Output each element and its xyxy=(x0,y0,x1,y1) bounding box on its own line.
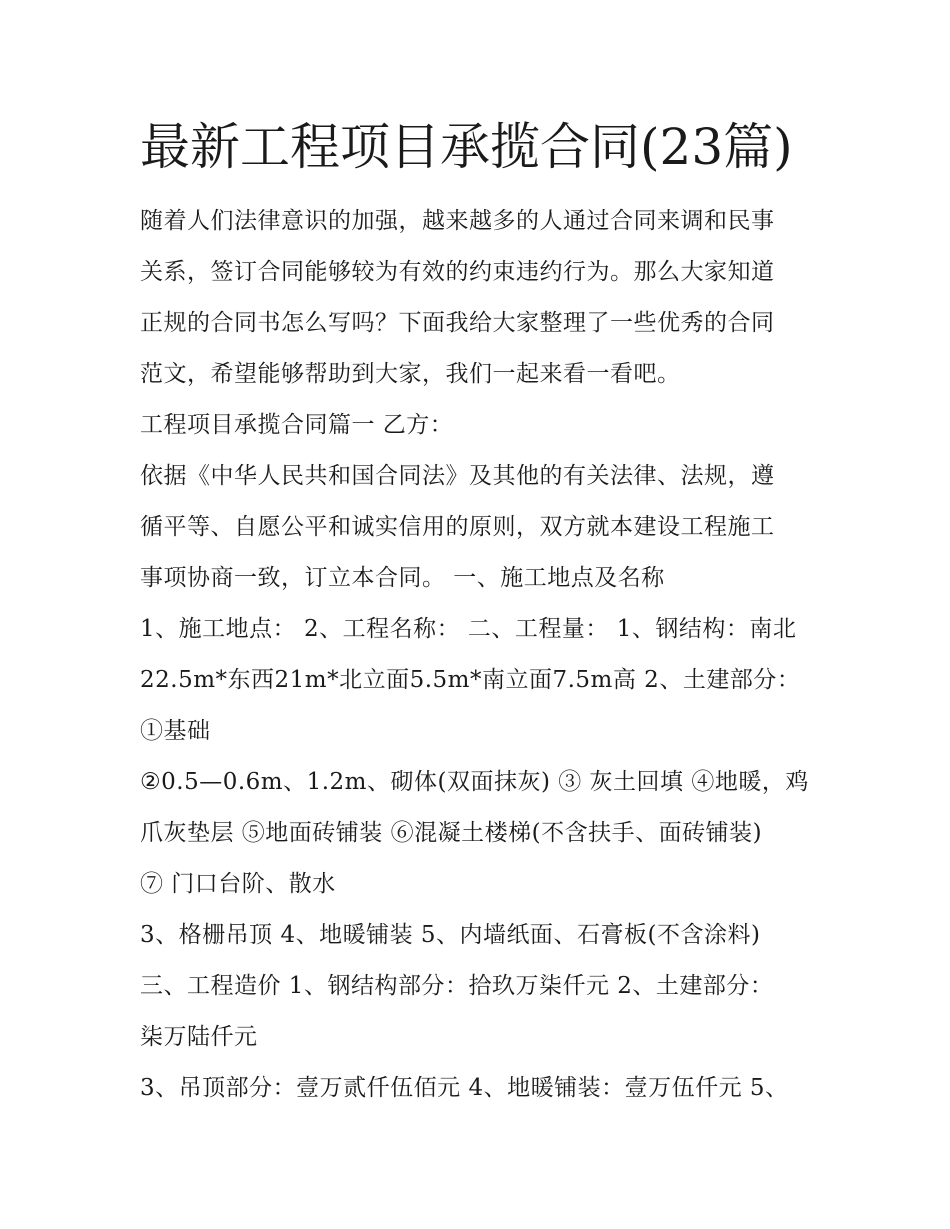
text-line: 依据《中华人民共和国合同法》及其他的有关法律、法规，遵 xyxy=(140,463,775,489)
cost-continued-paragraph xyxy=(140,1063,820,1114)
document-title: 最新工程项目承揽合同(23篇) xyxy=(140,118,793,176)
text-line: 3、格栅吊顶 4、地暖铺装 5、内墙纸面、石膏板(不含涂料) xyxy=(140,922,761,948)
text-line: 爪灰垫层 ⑤地面砖铺装 ⑥混凝土楼梯(不含扶手、面砖铺装) xyxy=(140,820,763,846)
scope-paragraph xyxy=(140,604,820,757)
text-line: 工程项目承揽合同篇一 乙方： xyxy=(140,412,454,438)
text-line: 关系，签订合同能够较为有效的约束违约行为。那么大家知道 xyxy=(140,259,775,285)
section-heading xyxy=(140,400,820,451)
legal-basis-paragraph xyxy=(140,451,820,604)
text-line: 正规的合同书怎么写吗？下面我给大家整理了一些优秀的合同 xyxy=(140,310,775,336)
text-line: ⑦ 门口台阶、散水 xyxy=(140,871,336,897)
text-line: 循平等、自愿公平和诚实信用的原则，双方就本建设工程施工 xyxy=(140,514,775,540)
text-line: 1、施工地点： 2、工程名称： 二、工程量： 1、钢结构：南北 xyxy=(140,616,797,642)
text-line: ①基础 xyxy=(140,718,211,744)
text-line: ②0.5—0.6m、1.2m、砌体(双面抹灰) ③ 灰土回填 ④地暖，鸡 xyxy=(140,769,809,795)
cost-paragraph xyxy=(140,961,820,1063)
finishing-paragraph xyxy=(140,910,820,961)
text-line: 3、吊顶部分：壹万贰仟伍佰元 4、地暖铺装：壹万伍仟元 5、 xyxy=(140,1075,789,1101)
document-body xyxy=(140,112,820,1114)
civil-works-paragraph xyxy=(140,757,820,910)
text-line: 柒万陆仟元 xyxy=(140,1024,258,1050)
text-line: 三、工程造价 1、钢结构部分：拾玖万柒仟元 2、土建部分： xyxy=(140,973,774,999)
intro-paragraph xyxy=(140,196,820,400)
text-line: 范文，希望能够帮助到大家，我们一起来看一看吧。 xyxy=(140,361,681,387)
text-line: 随着人们法律意识的加强，越来越多的人通过合同来调和民事 xyxy=(140,208,775,234)
text-line: 22.5m*东西21m*北立面5.5m*南立面7.5m高 2、土建部分： xyxy=(140,667,801,693)
text-line: 事项协商一致，订立本合同。 一、施工地点及名称 xyxy=(140,565,665,591)
